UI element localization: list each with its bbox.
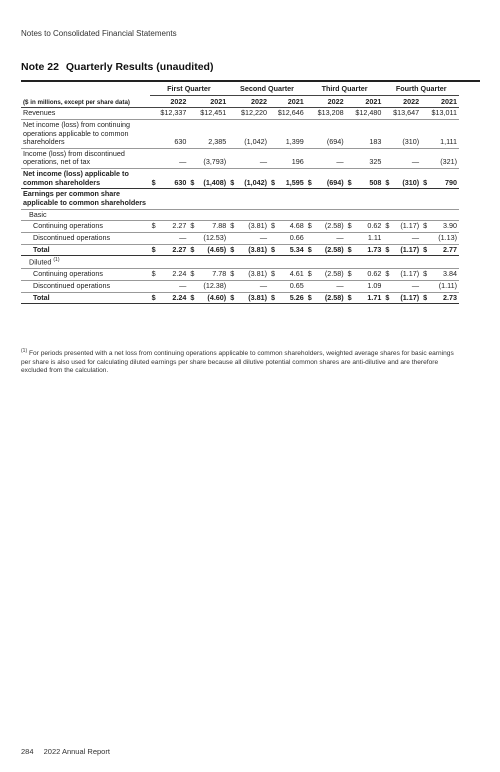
value-cell: 1.73 <box>354 244 384 256</box>
value-cell: $13,011 <box>421 108 459 120</box>
value-cell: $12,220 <box>228 108 269 120</box>
value-cell: — <box>158 280 189 292</box>
year-header: 2022 <box>383 95 421 108</box>
value-cell: 2.27 <box>158 221 189 233</box>
row-label: Income (loss) from discontinued operations, net of tax <box>21 148 150 168</box>
table-row <box>21 108 459 120</box>
currency-symbol: $ <box>383 221 391 233</box>
year-header: 2022 <box>150 95 189 108</box>
currency-symbol: $ <box>346 269 354 281</box>
value-cell: — <box>314 232 346 244</box>
currency-symbol: $ <box>188 221 196 233</box>
page-header: Notes to Consolidated Financial Statements <box>21 29 177 38</box>
value-cell: (3.81) <box>236 221 269 233</box>
value-cell: — <box>228 148 269 168</box>
header-q1: First Quarter <box>150 83 229 95</box>
table-row <box>21 119 459 148</box>
row-label: Earnings per common share applicable to common shareholders <box>21 189 150 209</box>
spacer <box>346 232 354 244</box>
value-cell: $12,646 <box>269 108 306 120</box>
header-q3: Third Quarter <box>306 83 384 95</box>
value-cell: $12,480 <box>346 108 384 120</box>
value-cell: (2.58) <box>314 292 346 304</box>
value-cell: 4.68 <box>277 221 306 233</box>
spacer <box>150 232 158 244</box>
currency-symbol: $ <box>269 169 277 189</box>
row-label: Net income (loss) applicable to common shareholders <box>21 169 150 189</box>
value-cell: (694) <box>314 169 346 189</box>
currency-symbol: $ <box>421 292 429 304</box>
value-cell: 630 <box>150 119 189 148</box>
value-cell: 2.73 <box>429 292 459 304</box>
value-cell: 790 <box>429 169 459 189</box>
value-cell: 1.09 <box>354 280 384 292</box>
title-rule <box>21 80 480 82</box>
currency-symbol: $ <box>346 244 354 256</box>
value-cell: (1.17) <box>392 292 422 304</box>
spacer <box>383 280 391 292</box>
year-header: 2021 <box>421 95 459 108</box>
value-cell: 1.71 <box>354 292 384 304</box>
value-cell: 0.65 <box>277 280 306 292</box>
empty-cell <box>150 256 459 269</box>
value-cell: — <box>306 148 346 168</box>
currency-symbol: $ <box>228 169 236 189</box>
table-row <box>21 256 459 269</box>
currency-symbol: $ <box>306 221 314 233</box>
value-cell: 5.34 <box>277 244 306 256</box>
value-cell: 0.66 <box>277 232 306 244</box>
spacer <box>150 280 158 292</box>
value-cell: — <box>236 232 269 244</box>
row-label: Net income (loss) from continuing operations applicable to common shareholders <box>21 119 150 148</box>
currency-symbol: $ <box>150 169 158 189</box>
table-row <box>21 269 459 281</box>
value-cell: — <box>150 148 189 168</box>
row-label: Total <box>21 292 150 304</box>
row-label: Discontinued operations <box>21 280 150 292</box>
currency-symbol: $ <box>188 269 196 281</box>
value-cell: 7.78 <box>197 269 229 281</box>
value-cell: (1.17) <box>392 221 422 233</box>
currency-symbol: $ <box>346 292 354 304</box>
value-cell: 2.24 <box>158 292 189 304</box>
currency-symbol: $ <box>346 169 354 189</box>
row-label: Continuing operations <box>21 221 150 233</box>
spacer <box>421 232 429 244</box>
value-cell: 630 <box>158 169 189 189</box>
currency-symbol: $ <box>188 169 196 189</box>
footnote <box>21 348 461 376</box>
value-cell: (2.58) <box>314 269 346 281</box>
empty-cell <box>150 209 459 221</box>
row-label: Diluted $^{(1)}$ <box>21 256 150 269</box>
footnote-marker: (1) <box>21 348 28 354</box>
value-cell: 0.62 <box>354 221 384 233</box>
spacer <box>228 280 236 292</box>
value-cell: (1.17) <box>392 244 422 256</box>
spacer <box>269 280 277 292</box>
value-cell: 2.77 <box>429 244 459 256</box>
currency-symbol: $ <box>269 221 277 233</box>
row-label: Revenues <box>21 108 150 120</box>
footnote-marker: (1) <box>53 257 60 264</box>
currency-symbol: $ <box>421 169 429 189</box>
value-cell: (3.81) <box>236 269 269 281</box>
currency-symbol: $ <box>228 244 236 256</box>
year-header: 2021 <box>269 95 306 108</box>
value-cell: (12.38) <box>197 280 229 292</box>
value-cell: (1,042) <box>228 119 269 148</box>
currency-symbol: $ <box>150 244 158 256</box>
value-cell: 1,595 <box>277 169 306 189</box>
currency-symbol: $ <box>421 244 429 256</box>
value-cell: (1.11) <box>429 280 459 292</box>
value-cell: (4.65) <box>197 244 229 256</box>
value-cell: (310) <box>383 119 421 148</box>
currency-symbol: $ <box>228 269 236 281</box>
currency-symbol: $ <box>306 269 314 281</box>
value-cell: 2,385 <box>188 119 228 148</box>
value-cell: 2.27 <box>158 244 189 256</box>
table-row <box>21 221 459 233</box>
empty-cell <box>150 189 459 209</box>
spacer <box>306 232 314 244</box>
value-cell: 196 <box>269 148 306 168</box>
currency-symbol: $ <box>269 244 277 256</box>
currency-symbol: $ <box>150 221 158 233</box>
spacer <box>346 280 354 292</box>
table-row <box>21 189 459 209</box>
value-cell: (2.58) <box>314 221 346 233</box>
table-row <box>21 280 459 292</box>
currency-symbol: $ <box>346 221 354 233</box>
table-row <box>21 209 459 221</box>
value-cell: (12.53) <box>197 232 229 244</box>
currency-symbol: $ <box>421 269 429 281</box>
currency-symbol: $ <box>228 221 236 233</box>
table-row <box>21 292 459 304</box>
row-label: Discontinued operations <box>21 232 150 244</box>
footnote-text: For periods presented with a net loss from continuing operations applicable to common shareholders, weighted average shares for basic earnings per share is also used for calculating diluted earnings per share because all dilutive potential common shares are anti-dilutive and are therefore excluded from the calculation. <box>21 350 454 375</box>
row-label: Continuing operations <box>21 269 150 281</box>
value-cell: 3.90 <box>429 221 459 233</box>
currency-symbol: $ <box>188 292 196 304</box>
value-cell: (3.81) <box>236 292 269 304</box>
header-q2: Second Quarter <box>228 83 306 95</box>
currency-symbol: $ <box>306 244 314 256</box>
spacer <box>188 280 196 292</box>
value-cell: — <box>236 280 269 292</box>
value-cell: (4.60) <box>197 292 229 304</box>
year-header: 2022 <box>228 95 269 108</box>
currency-symbol: $ <box>383 244 391 256</box>
value-cell: 4.61 <box>277 269 306 281</box>
value-cell: — <box>383 148 421 168</box>
currency-symbol: $ <box>150 292 158 304</box>
spacer <box>306 280 314 292</box>
value-cell: — <box>392 280 422 292</box>
quarterly-results-table <box>21 83 459 304</box>
value-cell: (1.17) <box>392 269 422 281</box>
year-header: 2021 <box>188 95 228 108</box>
value-cell: — <box>158 232 189 244</box>
spacer <box>228 232 236 244</box>
note-title <box>21 61 213 73</box>
value-cell: 0.62 <box>354 269 384 281</box>
value-cell: 325 <box>346 148 384 168</box>
value-cell: 183 <box>346 119 384 148</box>
value-cell: $13,208 <box>306 108 346 120</box>
spacer <box>188 232 196 244</box>
spacer <box>383 232 391 244</box>
row-label: Basic <box>21 209 150 221</box>
page-number: 284 <box>21 747 34 756</box>
table-row <box>21 244 459 256</box>
header-q4: Fourth Quarter <box>383 83 459 95</box>
value-cell: 2.24 <box>158 269 189 281</box>
report-name: 2022 Annual Report <box>43 747 110 756</box>
value-cell: $13,647 <box>383 108 421 120</box>
row-label: Total <box>21 244 150 256</box>
table-row <box>21 148 459 168</box>
value-cell: (321) <box>421 148 459 168</box>
year-header: 2021 <box>346 95 384 108</box>
note-number: Note 22 <box>21 61 59 73</box>
page-footer <box>21 747 118 756</box>
currency-symbol: $ <box>306 292 314 304</box>
value-cell: (3.81) <box>236 244 269 256</box>
value-cell: — <box>392 232 422 244</box>
value-cell: $12,337 <box>150 108 189 120</box>
spacer <box>269 232 277 244</box>
value-cell: 5.26 <box>277 292 306 304</box>
value-cell: 1.11 <box>354 232 384 244</box>
value-cell: $12,451 <box>188 108 228 120</box>
year-header: 2022 <box>306 95 346 108</box>
value-cell: (1,042) <box>236 169 269 189</box>
value-cell: (3,793) <box>188 148 228 168</box>
currency-symbol: $ <box>383 292 391 304</box>
note-heading: Quarterly Results (unaudited) <box>65 61 214 73</box>
value-cell: (1.13) <box>429 232 459 244</box>
currency-symbol: $ <box>269 292 277 304</box>
value-cell: 508 <box>354 169 384 189</box>
currency-symbol: $ <box>150 269 158 281</box>
spacer <box>421 280 429 292</box>
currency-symbol: $ <box>188 244 196 256</box>
currency-symbol: $ <box>421 221 429 233</box>
value-cell: (310) <box>392 169 422 189</box>
currency-symbol: $ <box>383 169 391 189</box>
value-cell: 7.88 <box>197 221 229 233</box>
value-cell: (1,408) <box>197 169 229 189</box>
table-row <box>21 169 459 189</box>
currency-symbol: $ <box>269 269 277 281</box>
value-cell: (2.58) <box>314 244 346 256</box>
table-row <box>21 232 459 244</box>
value-cell: 3.84 <box>429 269 459 281</box>
value-cell: 1,111 <box>421 119 459 148</box>
currency-symbol: $ <box>383 269 391 281</box>
unit-label: ($ in millions, except per share data) <box>21 95 150 108</box>
currency-symbol: $ <box>306 169 314 189</box>
value-cell: 1,399 <box>269 119 306 148</box>
currency-symbol: $ <box>228 292 236 304</box>
value-cell: (694) <box>306 119 346 148</box>
value-cell: — <box>314 280 346 292</box>
